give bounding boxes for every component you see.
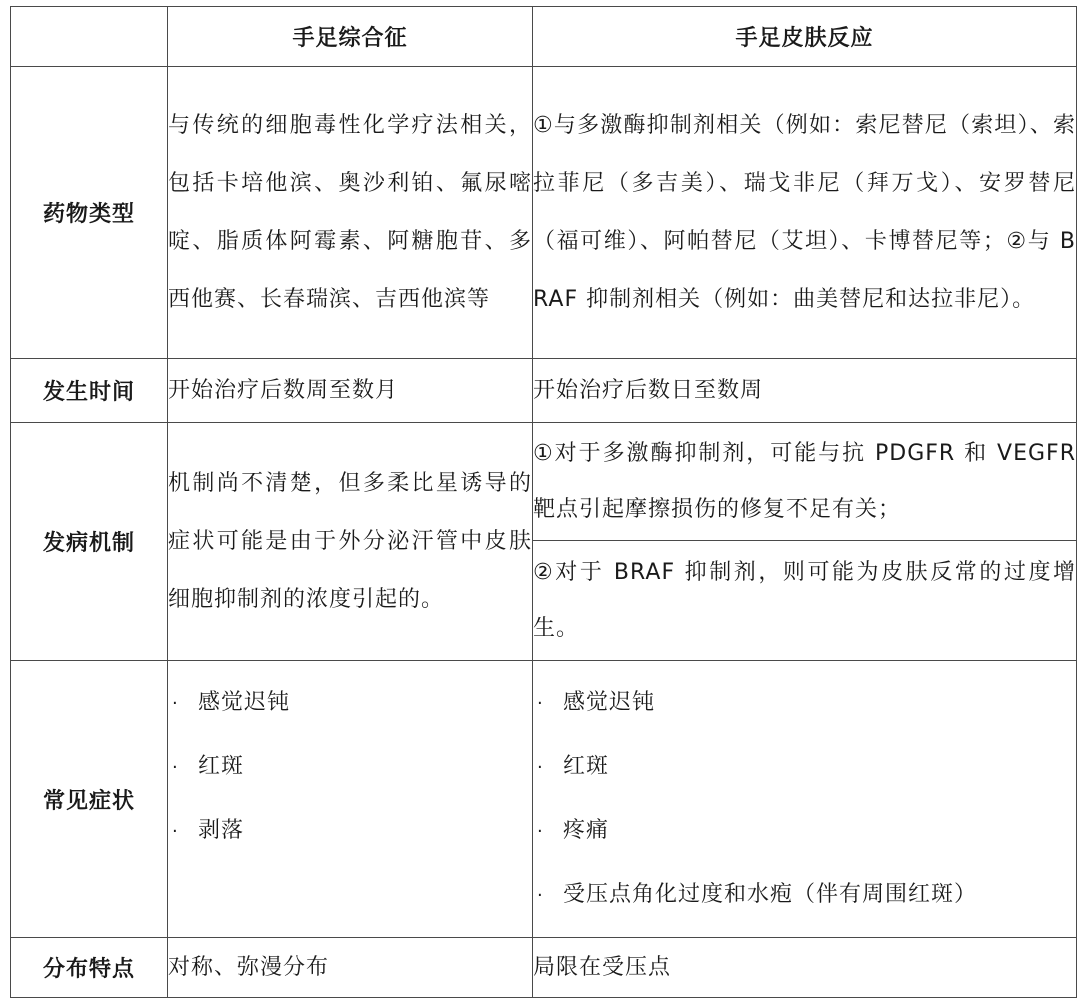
cell-mechanism-hfsr-1: ①对于多激酶抑制剂，可能与抗 PDGFR 和 VEGFR 靶点引起摩擦损伤的修复不足有关； [533, 423, 1077, 541]
cell-drug-type-hfs: 与传统的细胞毒性化学疗法相关，包括卡培他滨、奥沙利铂、氟尿嘧啶、脂质体阿霉素、阿糖胞苷、多西他赛、长春瑞滨、吉西他滨等 [168, 67, 533, 359]
bullet-icon: · [172, 693, 179, 714]
list-item: · 感觉迟钝 [537, 671, 1070, 735]
list-item: · 红斑 [172, 735, 526, 799]
comparison-table [10, 6, 1077, 998]
comparison-table-wrapper [10, 6, 1076, 998]
list-item: · 疼痛 [537, 799, 1070, 863]
bullet-icon: · [172, 821, 179, 842]
list-item: · 剥落 [172, 799, 526, 863]
cell-mechanism-hfs: 机制尚不清楚，但多柔比星诱导的症状可能是由于外分泌汗管中皮肤细胞抑制剂的浓度引起的。 [168, 423, 533, 661]
row-mechanism-a [11, 423, 1077, 541]
bullet-icon: · [537, 885, 544, 906]
row-onset [11, 359, 1077, 423]
symptom-list-hfsr [533, 661, 1076, 937]
column-header-hfs: 手足综合征 [168, 7, 533, 67]
row-label-symptoms: 常见症状 [11, 661, 168, 938]
list-item: · 感觉迟钝 [172, 671, 526, 735]
symptom-list-hfs [168, 661, 532, 873]
cell-symptoms-hfs [168, 661, 533, 938]
row-label-onset: 发生时间 [11, 359, 168, 423]
cell-symptoms-hfsr [533, 661, 1077, 938]
row-distribution [11, 938, 1077, 998]
header-row [11, 7, 1077, 67]
bullet-icon: · [537, 821, 544, 842]
list-item: · 受压点角化过度和水疱（伴有周围红斑） [537, 863, 1070, 927]
cell-onset-hfsr: 开始治疗后数日至数周 [533, 359, 1077, 423]
row-symptoms [11, 661, 1077, 938]
cell-distribution-hfs: 对称、弥漫分布 [168, 938, 533, 998]
corner-cell [11, 7, 168, 67]
list-item: · 红斑 [537, 735, 1070, 799]
bullet-icon: · [537, 693, 544, 714]
row-drug-type [11, 67, 1077, 359]
cell-mechanism-hfsr-2: ②对于 BRAF 抑制剂，则可能为皮肤反常的过度增生。 [533, 541, 1077, 661]
bullet-icon: · [537, 757, 544, 778]
cell-distribution-hfsr: 局限在受压点 [533, 938, 1077, 998]
cell-drug-type-hfsr: ①与多激酶抑制剂相关（例如：索尼替尼（索坦）、索拉菲尼（多吉美）、瑞戈非尼（拜万戈）、安罗替尼（福可维）、阿帕替尼（艾坦）、卡博替尼等；②与 BRAF 抑制剂相关（例如：曲美替尼和达拉非尼）。 [533, 67, 1077, 359]
row-label-drug-type: 药物类型 [11, 67, 168, 359]
row-label-distribution: 分布特点 [11, 938, 168, 998]
row-label-mechanism: 发病机制 [11, 423, 168, 661]
bullet-icon: · [172, 757, 179, 778]
column-header-hfsr: 手足皮肤反应 [533, 7, 1077, 67]
cell-onset-hfs: 开始治疗后数周至数月 [168, 359, 533, 423]
